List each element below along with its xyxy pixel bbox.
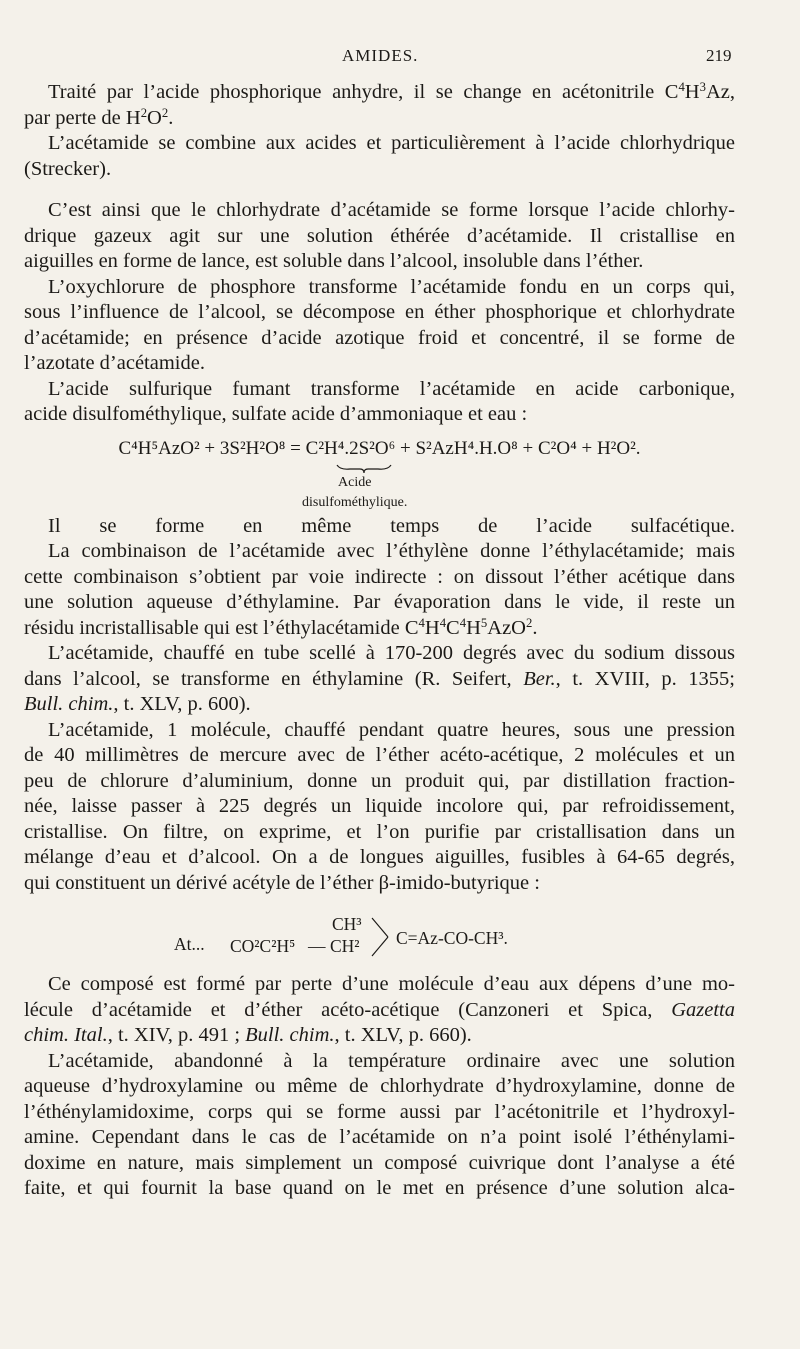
text-line: dans l’alcool, se transforme en éthylamine (R. Seifert, Ber., t. XVIII, p. 1355; [24,667,736,690]
formula-group: CH² [330,936,360,956]
text-line: faite, et qui fournit la base quand on le met en présence d’une solution alca- [24,1177,735,1199]
formula-group: CH³ [332,914,362,934]
text-line: Il se forme en même temps de l’acide sulfacétique. [48,514,735,537]
formula-bond: — [308,936,326,956]
text-line: drique gazeux agit sur une solution éthérée d’acétamide. Il cristallise en [24,224,735,247]
equation-annotation [24,462,735,514]
text-line: cristallise. On filtre, on exprime, et l’on purifie par cristallisation dans un [24,820,735,843]
text-line: née, laisse passer à 225 degrés un liquide incolore qui, par refroidissement, [24,795,735,817]
eq-term: 3S²H²O⁸ [219,437,286,459]
chemical-equation [24,428,735,462]
text-line: résidu incristallisable qui est l’éthylacétamide $C^4H^4C^4H^5AzO^2$. [24,615,538,639]
text-line: acide disulfométhylique, sulfate acide d’ammoniaque et eau : [24,403,528,425]
text-line: qui constituent un dérivé acétyle de l’éther β-imido-butyrique : [24,871,540,894]
text-line: l’azotate d’acétamide. [24,352,205,374]
text-line: aqueuse d’hydroxylamine ou même de chlorhydrate d’hydroxylamine, donne de [24,1075,735,1097]
text-line: mélange d’eau et d’alcool. On a de longues aiguilles, fusibles à 64-65 degrés, [24,846,735,868]
text-line: d’acétamide; en présence d’acide azotique froid et concentré, il se forme de [24,326,735,349]
text-line: lécule d’acétamide et d’éther acéto-acétique (Canzoneri et Spica, Gazetta [24,998,735,1021]
text-line: chim. Ital., t. XIV, p. 491 ; Bull. chim., t. XLV, p. 660). [24,1024,472,1046]
bond-lines [370,914,392,960]
eq-operator: = [290,437,301,459]
text-line: L’acétamide, chauffé en tube scellé à 170-200 degrés avec du sodium dissous [48,642,735,664]
text-line: (Strecker). [24,157,112,180]
text-line: par perte de $H^2O^2$. [24,105,174,129]
eq-operator: + [399,437,411,459]
text-line: L’acétamide se combine aux acides et particulièrement à l’acide chlorhydrique [48,132,735,154]
running-header [0,46,800,72]
eq-operator: + [522,437,534,459]
text-line: l’éthénylamidoxime, corps qui se forme aussi par l’acétonitrile et l’hydroxyl- [24,1100,735,1123]
text-line: peu de chlorure d’aluminium, donne un produit qui, par distillation fraction- [24,769,735,792]
running-title: AMIDES. [342,46,419,65]
text-line: Traité par l’acide phosphorique anhydre, il se change en acétonitrile $C^4H^3Az$, [48,80,735,103]
eq-term: H²O². [596,437,641,459]
eq-operator: + [204,437,216,459]
annotation-line: Acide [338,474,372,490]
text-line: L’acide sulfurique fumant transforme l’acétamide en acide carbonique, [48,377,735,400]
text-line: aiguilles en forme de lance, est soluble dans l’alcool, insoluble dans l’éther. [24,250,644,272]
text-line: Bull. chim., t. XLV, p. 600). [24,693,251,715]
text-line: Ce composé est formé par perte d’une molécule d’eau aux dépens d’une mo- [48,973,735,995]
text-line: L’acétamide, abandonné à la température ordinaire avec une solution [48,1049,735,1072]
page-number: 219 [706,46,732,65]
eq-term: S²AzH⁴.H.O⁸ [415,437,518,459]
text-line: amine. Cependant dans le cas de l’acétamide on n’a point isolé l’éthénylami- [24,1126,735,1148]
eq-term: C²O⁴ [538,437,577,459]
text-line: C’est ainsi que le chlorhydrate d’acétamide se forme lorsque l’acide chlorhy- [48,199,735,221]
text-line: La combinaison de l’acétamide avec l’éthylène donne l’éthylacétamide; mais [48,540,735,562]
structural-formula [24,896,735,972]
formula-group: CO²C²H⁵ [230,936,296,956]
text-line: L’oxychlorure de phosphore transforme l’acétamide fondu en un corps qui, [48,275,735,298]
text-line: doxime en nature, mais simplement un composé cuivrique dont l’analyse a été [24,1151,735,1174]
text-line: de 40 millimètres de mercure avec de l’éther acéto-acétique, 2 molécules et un [24,744,735,766]
text-line: L’acétamide, 1 molécule, chauffé pendant quatre heures, sous une pression [48,718,735,741]
eq-operator: + [581,437,593,459]
text-line: sous l’influence de l’alcool, se décompose en éther phosphorique et chlorhydrate [24,301,735,323]
formula-group: C=Az-CO-CH³. [396,928,508,948]
eq-term: C²H⁴.2S²O⁶ [305,437,396,459]
eq-term: C⁴H⁵AzO² [118,437,200,459]
body-text [24,80,735,1202]
paragraph-gap [24,182,735,198]
formula-prefix: At... [174,934,205,954]
text-line: une solution aqueuse d’éthylamine. Par évaporation dans le vide, il reste un [24,591,735,613]
annotation-line: disulfométhylique. [302,494,408,510]
text-line: cette combinaison s’obtient par voie indirecte : on dissout l’éther acétique dans [24,565,735,588]
